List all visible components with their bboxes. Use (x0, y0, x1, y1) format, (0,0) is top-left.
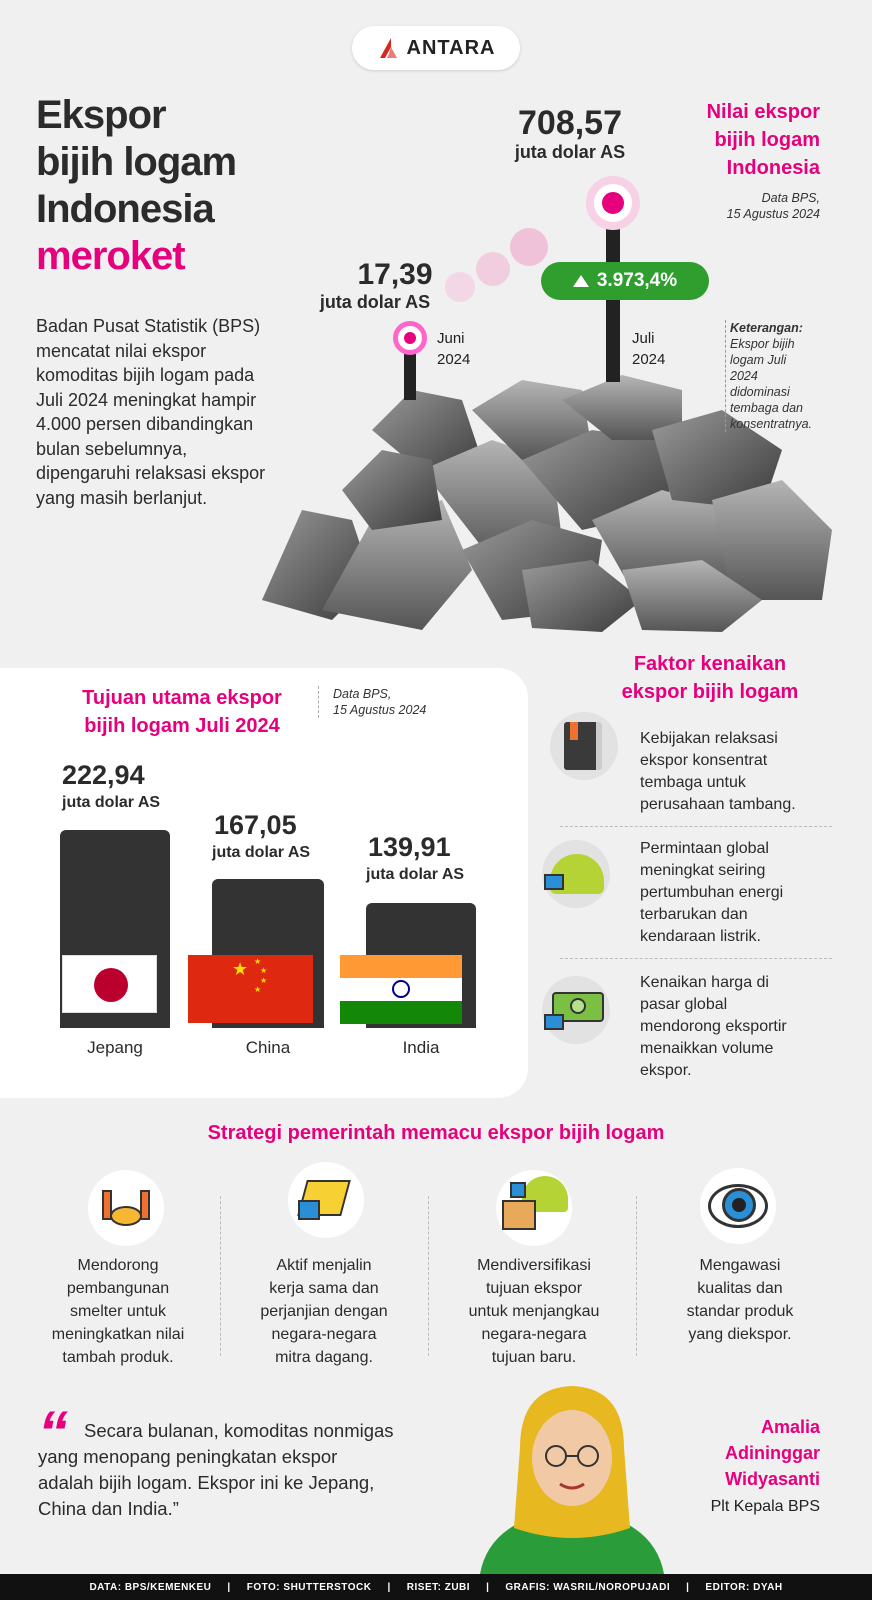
india-value: 139,91 (368, 832, 451, 862)
india-flag-icon (340, 955, 462, 1024)
speaker-name: Amalia (760, 1417, 820, 1437)
year-label: 2024 (437, 351, 471, 368)
china-label: China (245, 1038, 291, 1057)
title-line: Ekspor (36, 93, 166, 137)
factor-line: kendaraan listrik. (640, 928, 761, 945)
strategy-line: kerja sama dan (269, 1280, 379, 1297)
strategy-line: Mendiversifikasi (477, 1257, 591, 1274)
month-label: Juni (437, 330, 465, 347)
speaker-name: Widyasanti (725, 1469, 820, 1489)
strategy-2 (234, 1254, 414, 1369)
speaker-role: Plt Kepala BPS (710, 1498, 820, 1515)
juni-pin-dot (398, 326, 422, 350)
change-value: 3.973,4% (596, 270, 678, 291)
note-box (725, 320, 835, 432)
factors-heading (560, 650, 860, 706)
juli-pin-stem (606, 222, 620, 382)
credits-footer (0, 1574, 872, 1600)
strategy-heading: Strategi pemerintah memacu ekspor bijih logam (207, 1122, 665, 1144)
brand-name: ANTARA (406, 36, 496, 59)
title-line: bijih logam (36, 140, 237, 184)
factor-line: terbarukan dan (640, 906, 748, 923)
source-line: Data BPS, (761, 191, 820, 205)
money-icon (542, 976, 610, 1044)
title-line: Indonesia (36, 187, 214, 231)
factor-line: ekspor. (640, 1062, 692, 1079)
factor-line: meningkat seiring (640, 862, 766, 879)
change-badge (541, 262, 709, 300)
factor-3 (640, 972, 787, 1082)
credit-editor: EDITOR: DYAH (705, 1581, 783, 1593)
strategy-line: yang diekspor. (688, 1326, 792, 1343)
heading-line: bijih logam Juli 2024 (84, 715, 280, 737)
strategy-line: Mengawasi (699, 1257, 781, 1274)
jepang-unit: juta dolar AS (62, 794, 161, 811)
source-line: 15 Agustus 2024 (333, 703, 427, 717)
factor-line: pertumbuhan energi (640, 884, 784, 901)
trail-dot (476, 252, 510, 286)
factor-line: tembaga untuk (640, 774, 746, 791)
strategy-4 (650, 1254, 830, 1346)
strategy-line: pembangunan (66, 1280, 170, 1297)
india-unit: juta dolar AS (366, 866, 465, 883)
strategy-line: tujuan baru. (491, 1349, 577, 1366)
divider (428, 1196, 429, 1356)
antara-mark-icon (377, 36, 401, 60)
destinations-source (318, 686, 426, 718)
heading-line: Faktor kenaikan (633, 653, 787, 675)
juni-unit: juta dolar AS (319, 292, 431, 312)
quote-text (38, 1418, 458, 1522)
year-label: 2024 (632, 351, 666, 368)
separator: | (486, 1581, 490, 1593)
speaker-name: Adininggar (725, 1443, 820, 1463)
smelter-icon (88, 1170, 164, 1246)
quote-line: China dan India.” (38, 1498, 179, 1519)
month-label: Juli (632, 330, 655, 347)
speaker-portrait (460, 1378, 684, 1574)
note-line: tembaga dan (730, 401, 803, 415)
heading-line: Nilai ekspor (706, 101, 820, 123)
heading-line: bijih logam (714, 129, 820, 151)
heading-line: ekspor bijih logam (621, 681, 799, 703)
credit-graphics: GRAFIS: WASRIL/NOROPUJADI (505, 1581, 671, 1593)
factor-line: menaikkan volume (640, 1040, 774, 1057)
strategy-line: mitra dagang. (275, 1349, 373, 1366)
factor-line: mendorong eksportir (640, 1018, 787, 1035)
juli-label (632, 328, 665, 370)
factor-line: Kebijakan relaksasi (640, 730, 778, 747)
up-arrow-icon (573, 275, 589, 287)
export-box-icon (496, 1170, 572, 1246)
destinations-heading (62, 684, 302, 740)
factor-line: pasar global (640, 996, 728, 1013)
book-icon (550, 712, 618, 780)
jepang-label: Jepang (87, 1038, 143, 1057)
heading-line: Tujuan utama ekspor (82, 687, 282, 709)
strategy-line: negara-negara (481, 1326, 587, 1343)
juni-value: 17,39 (357, 258, 433, 291)
factor-line: ekspor konsentrat (640, 752, 768, 769)
divider (560, 958, 832, 959)
trail-dot (445, 272, 475, 302)
note-line: konsentratnya. (730, 417, 812, 431)
strategy-line: tambah produk. (62, 1349, 174, 1366)
heading-line: Indonesia (726, 157, 820, 179)
eye-icon (700, 1168, 776, 1244)
strategy-line: negara-negara (271, 1326, 377, 1343)
note-title: Keterangan: (730, 321, 803, 335)
source-line: Data BPS, (333, 687, 392, 701)
title-highlight: meroket (36, 234, 185, 278)
note-line: 2024 (730, 369, 758, 383)
jepang-value: 222,94 (62, 760, 145, 790)
factor-line: Permintaan global (640, 840, 769, 857)
strategy-line: untuk menjangkau (468, 1303, 600, 1320)
divider (636, 1196, 637, 1356)
strategy-line: Aktif menjalin (276, 1257, 372, 1274)
quote-line: Secara bulanan, komoditas nonmigas (84, 1420, 394, 1441)
speaker-info (711, 1414, 820, 1520)
strategy-line: meningkatkan nilai (51, 1326, 185, 1343)
strategy-line: perjanjian dengan (260, 1303, 388, 1320)
strategy-line: standar produk (686, 1303, 794, 1320)
quote-mark-icon: “ (38, 1399, 68, 1466)
partnership-icon (288, 1162, 364, 1238)
quote-line: adalah bijih logam. Ekspor ini ke Jepang, (38, 1472, 375, 1493)
antara-logo (352, 26, 520, 70)
credit-data: DATA: BPS/KEMENKEU (89, 1581, 212, 1593)
india-label: India (402, 1038, 440, 1057)
strategy-line: smelter untuk (69, 1303, 167, 1320)
separator: | (387, 1581, 391, 1593)
note-line: Ekspor bijih (730, 337, 795, 351)
factor-line: perusahaan tambang. (640, 796, 796, 813)
credit-research: RISET: ZUBI (406, 1581, 471, 1593)
note-line: didominasi (730, 385, 790, 399)
source-line: 15 Agustus 2024 (726, 207, 820, 221)
factor-1 (640, 728, 796, 816)
trail-dot (510, 228, 548, 266)
juli-value: 708,57 (518, 104, 622, 142)
japan-flag-icon (62, 955, 157, 1013)
strategy-3 (444, 1254, 624, 1369)
strategy-line: Mendorong (77, 1257, 159, 1274)
divider (560, 826, 832, 827)
juli-unit: juta dolar AS (514, 142, 626, 162)
separator: | (227, 1581, 231, 1593)
china-value: 167,05 (214, 810, 297, 840)
intro-paragraph: Badan Pusat Statistik (BPS) mencatat nilai ekspor komoditas bijih logam pada Juli 2024 meningkat hampir 4.000 persen dibandingkan bulan sebelumnya, dipengaruhi relaksasi ekspor yang masih berlanjut. (36, 316, 266, 508)
separator: | (686, 1581, 690, 1593)
page-title (36, 92, 236, 280)
note-line: logam Juli (730, 353, 787, 367)
strategy-line: tujuan ekspor (485, 1280, 583, 1297)
globe-icon (542, 840, 610, 908)
juli-pin-dot (594, 184, 632, 222)
divider (220, 1196, 221, 1356)
export-value-heading (707, 98, 820, 222)
factor-2 (640, 838, 783, 948)
juni-label (437, 328, 470, 370)
strategy-line: kualitas dan (697, 1280, 783, 1297)
credit-photo: FOTO: SHUTTERSTOCK (246, 1581, 372, 1593)
quote-line: yang menopang peningkatan ekspor (38, 1446, 338, 1467)
strategy-1 (28, 1254, 208, 1369)
factor-line: Kenaikan harga di (640, 974, 769, 991)
china-flag-icon: ★ ★ ★ ★ ★ (188, 955, 313, 1023)
china-unit: juta dolar AS (212, 844, 311, 861)
